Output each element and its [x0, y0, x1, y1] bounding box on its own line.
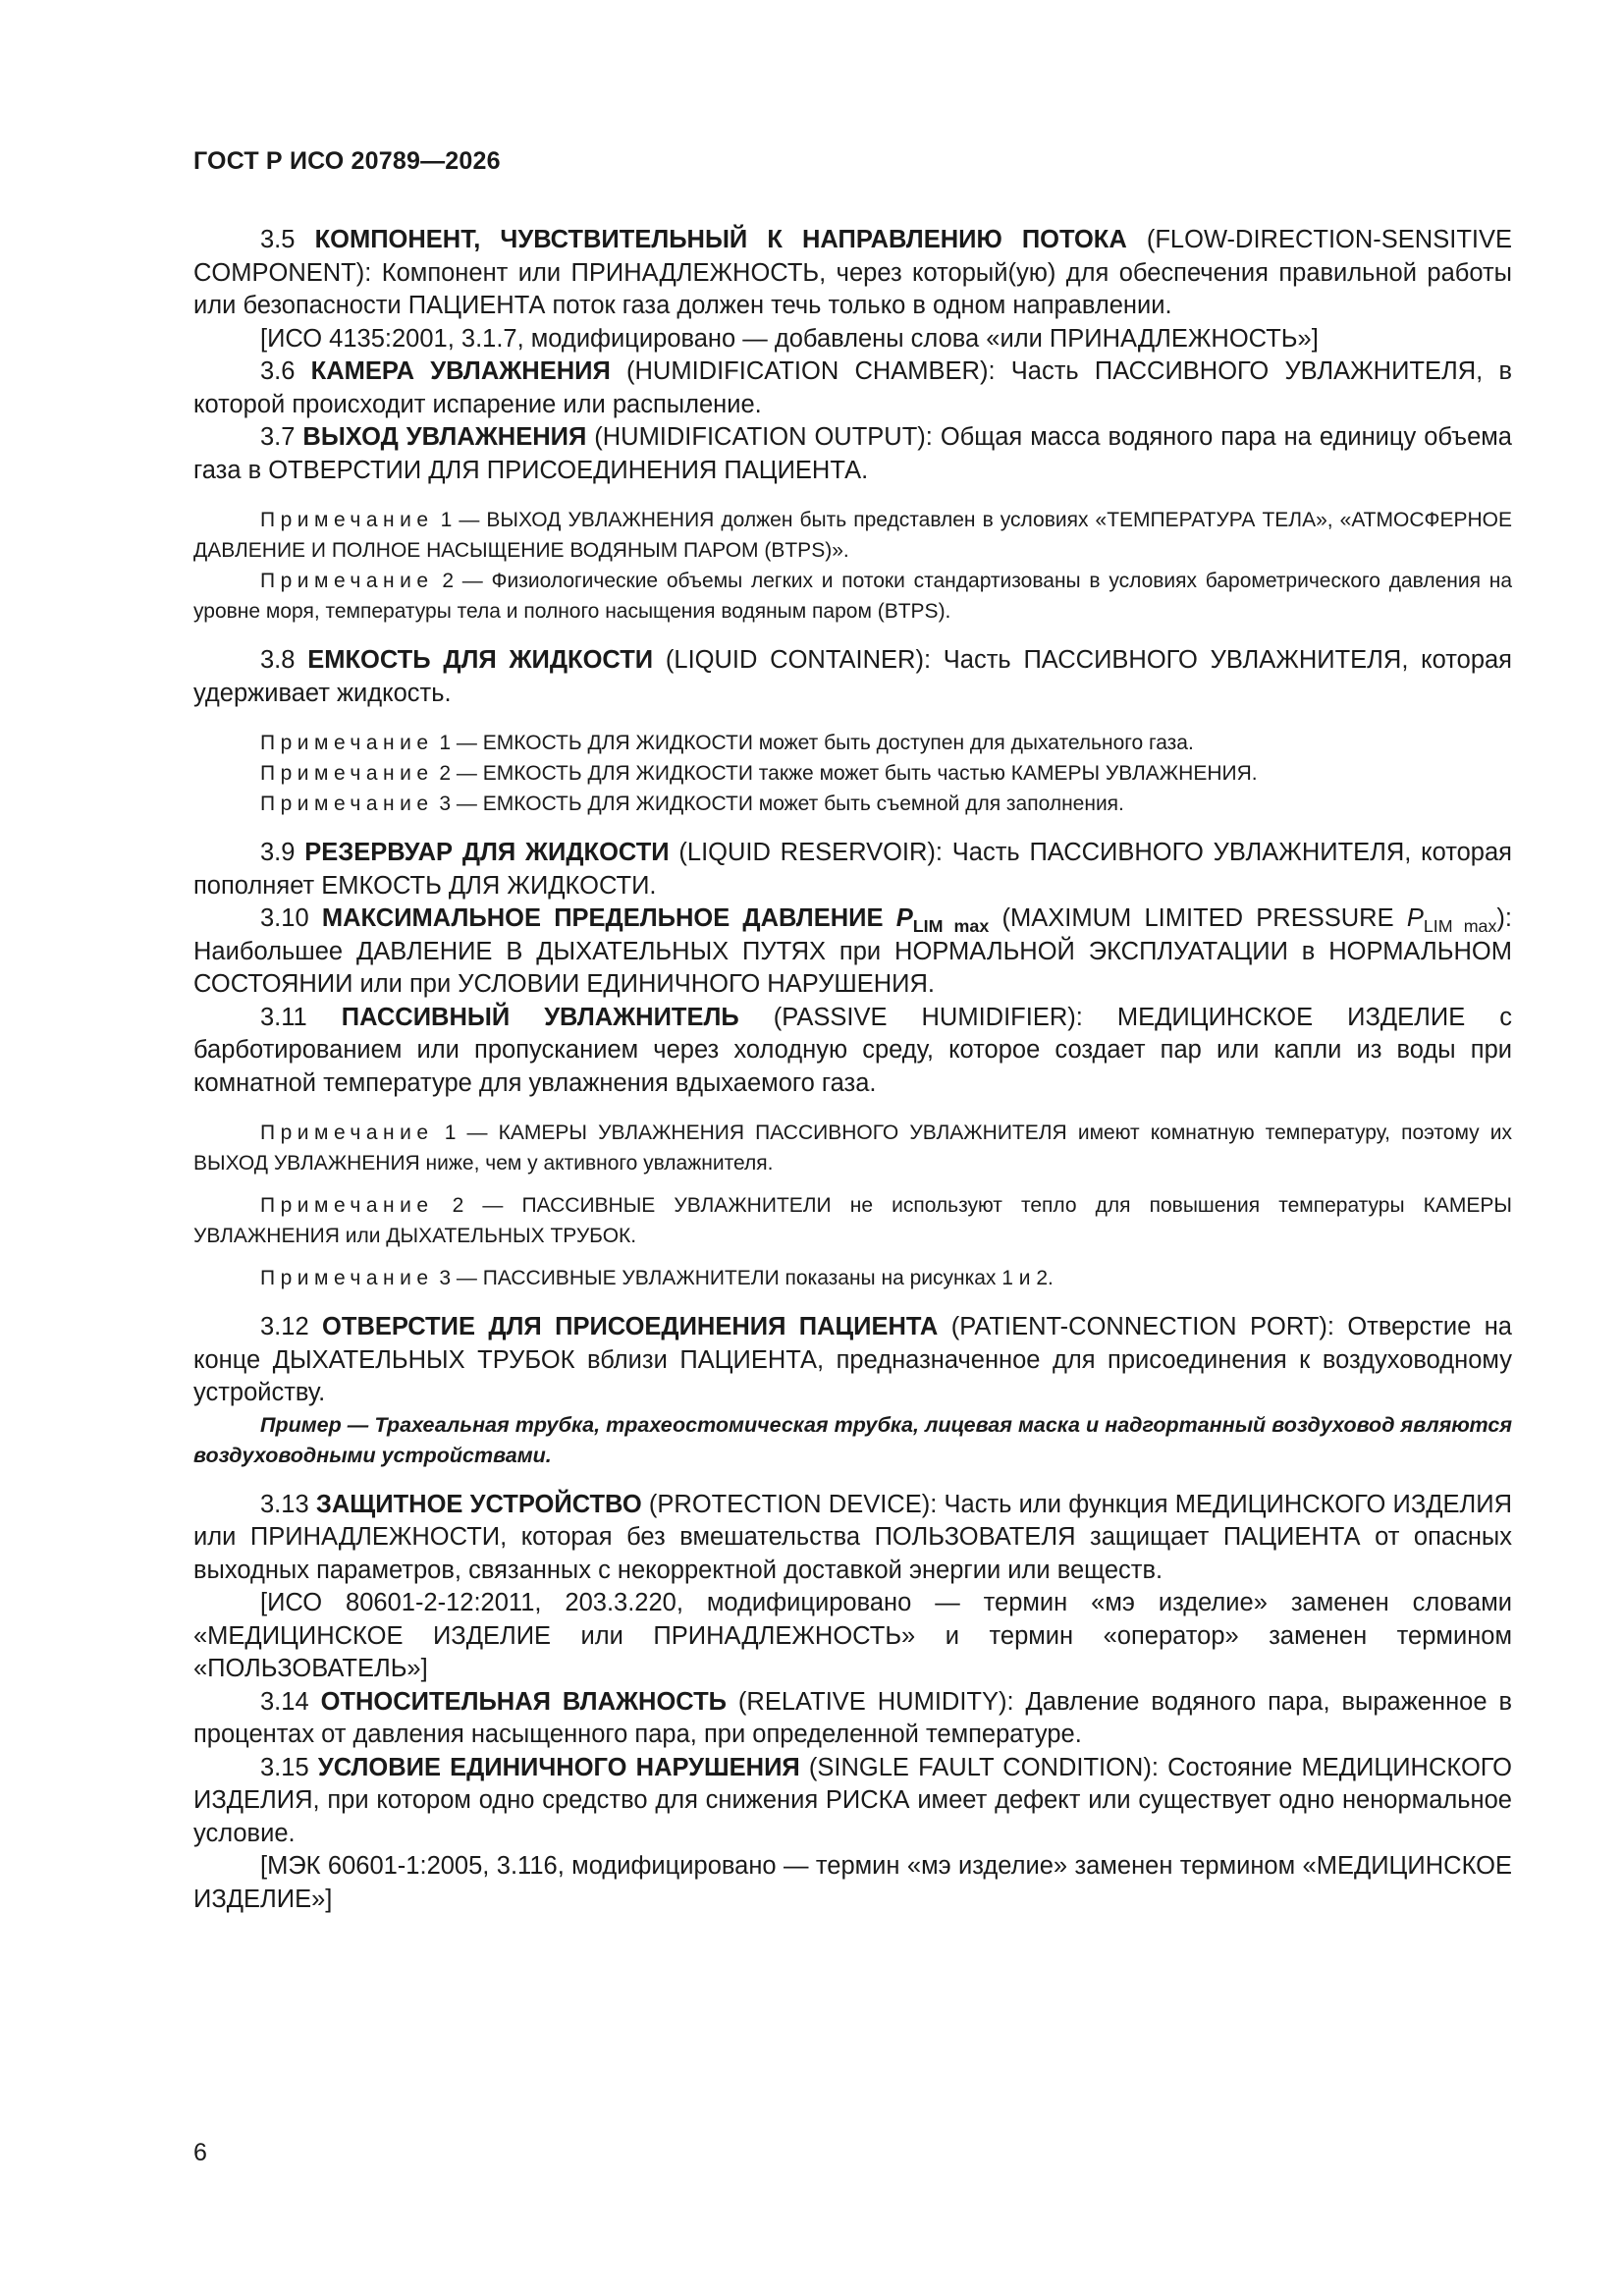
term-3-7 — [193, 421, 1512, 487]
term-number: 3.13 — [260, 1490, 309, 1518]
term-3-11-note-1 — [193, 1118, 1512, 1178]
term-3-11 — [193, 1002, 1512, 1101]
note-label: Примечание — [260, 1267, 434, 1289]
term-number: 3.7 — [260, 423, 296, 451]
term-name: ОТВЕРСТИЕ ДЛЯ ПРИСОЕДИНЕНИЯ ПАЦИЕНТА — [322, 1313, 939, 1340]
term-name: ЕМКОСТЬ ДЛЯ ЖИДКОСТИ — [307, 646, 654, 674]
term-name: КОМПОНЕНТ, ЧУВСТВИТЕЛЬНЫЙ К НАПРАВЛЕНИЮ ПОТОКА — [314, 226, 1127, 253]
note-label: Примечание — [260, 1121, 434, 1144]
note-label: Примечание — [260, 793, 434, 815]
note-text: 3 — ПАССИВНЫЕ УВЛАЖНИТЕЛИ показаны на рисунках 1 и 2. — [433, 1267, 1054, 1289]
term-3-5 — [193, 224, 1512, 323]
term-definition: (HUMIDIFICATION OUTPUT): Общая масса водяного пара на единицу объема газа в ОТВЕРСТИИ ДЛЯ ПРИСОЕДИНЕНИЯ ПАЦИЕНТА. — [193, 423, 1512, 484]
term-3-8-note-3 — [193, 789, 1512, 819]
term-3-5-reference: [ИСО 4135:2001, 3.1.7, модифицировано — добавлены слова «или ПРИНАДЛЕЖНОСТЬ»] — [260, 324, 1319, 353]
term-number: 3.12 — [260, 1313, 309, 1340]
symbol-p: P — [1406, 904, 1424, 932]
term-3-14 — [193, 1686, 1512, 1752]
term-name: КАМЕРА УВЛАЖНЕНИЯ — [310, 357, 611, 385]
term-3-13-reference: [ИСО 80601-2-12:2011, 203.3.220, модифицировано — термин «мэ изделие» заменен словами «МЕДИЦИНСКОЕ ИЗДЕЛИЕ или ПРИНАДЛЕЖНОСТЬ» и термин «оператор» заменен термином «ПОЛЬЗОВАТЕЛЬ»] — [193, 1589, 1512, 1682]
term-number: 3.10 — [260, 904, 309, 932]
term-definition: (FLOW-DIRECTION-SENSITIVE COMPONENT): Компонент или ПРИНАДЛЕЖНОСТЬ, через который(ую) для обеспечения правильной работы или безопасности ПАЦИЕНТА поток газа должен течь только в одном направлении. — [193, 226, 1512, 319]
term-3-12 — [193, 1311, 1512, 1410]
term-number: 3.6 — [260, 357, 296, 385]
term-definition: (SINGLE FAULT CONDITION): Состояние МЕДИЦИНСКОГО ИЗДЕЛИЯ, при котором одно средство для снижения РИСКА имеет дефект или существует одно ненормальное условие. — [193, 1753, 1512, 1847]
term-name: ОТНОСИТЕЛЬНАЯ ВЛАЖНОСТЬ — [320, 1687, 727, 1716]
term-3-6 — [193, 355, 1512, 421]
term-definition: (PATIENT-CONNECTION PORT): Отверстие на конце ДЫХАТЕЛЬНЫХ ТРУБОК вблизи ПАЦИЕНТА, предназначенное для присоединения к воздуховодному устройству. — [193, 1313, 1512, 1406]
note-text: 2 — ПАССИВНЫЕ УВЛАЖНИТЕЛИ не используют тепло для повышения температуры КАМЕРЫ УВЛАЖНЕНИЯ или ДЫХАТЕЛЬНЫХ ТРУБОК. — [193, 1194, 1512, 1247]
term-3-15-reference: [МЭК 60601-1:2005, 3.116, модифицировано — термин «мэ изделие» заменен термином «МЕДИЦИНСКОЕ ИЗДЕЛИЕ»] — [193, 1852, 1512, 1913]
note-text: 2 — Физиологические объемы легких и потоки стандартизованы в условиях барометрического давления на уровне моря, температуры тела и полного насыщения водяным паром (BTPS). — [193, 570, 1512, 623]
term-name: УСЛОВИЕ ЕДИНИЧНОГО НАРУШЕНИЯ — [317, 1753, 800, 1781]
term-name: ПАССИВНЫЙ УВЛАЖНИТЕЛЬ — [341, 1003, 739, 1031]
term-3-11-note-2 — [193, 1190, 1512, 1251]
term-name: ВЫХОД УВЛАЖНЕНИЯ — [302, 423, 587, 451]
note-text: 1 — КАМЕРЫ УВЛАЖНЕНИЯ ПАССИВНОГО УВЛАЖНИТЕЛЯ имеют комнатную температуру, поэтому их ВЫХОД УВЛАЖНЕНИЯ ниже, чем у активного увлажнителя. — [193, 1121, 1512, 1175]
term-definition: (PROTECTION DEVICE): Часть или функция МЕДИЦИНСКОГО ИЗДЕЛИЯ или ПРИНАДЛЕЖНОСТИ, которая без вмешательства ПОЛЬЗОВАТЕЛЯ защищает ПАЦИЕНТА от опасных выходных параметров, связанных с некорректной доставкой энергии или веществ. — [193, 1490, 1512, 1584]
note-label: Примечание — [260, 570, 434, 592]
note-text: 1 — ВЫХОД УВЛАЖНЕНИЯ должен быть представлен в условиях «ТЕМПЕРАТУРА ТЕЛА», «АТМОСФЕРНОЕ ДАВЛЕНИЕ И ПОЛНОЕ НАСЫЩЕНИЕ ВОДЯНЫМ ПАРОМ (BTPS)». — [193, 509, 1512, 562]
note-label: Примечание — [260, 509, 434, 531]
term-3-8 — [193, 644, 1512, 710]
term-3-10 — [193, 902, 1512, 1002]
term-definition-part: (MAXIMUM LIMITED PRESSURE — [989, 904, 1407, 932]
note-text: 2 — ЕМКОСТЬ ДЛЯ ЖИДКОСТИ также может быть частью КАМЕРЫ УВЛАЖНЕНИЯ. — [433, 762, 1258, 785]
term-definition: (RELATIVE HUMIDITY): Давление водяного пара, выраженное в процентах от давления насыщенного пара, при определенной температуре. — [193, 1687, 1512, 1748]
term-definition-part: ): Наибольшее ДАВЛЕНИЕ В ДЫХАТЕЛЬНЫХ ПУТЯХ при НОРМАЛЬНОЙ ЭКСПЛУАТАЦИИ в НОРМАЛЬНОМ СОСТОЯНИИ или при УСЛОВИИ ЕДИНИЧНОГО НАРУШЕНИЯ. — [193, 904, 1512, 998]
note-label: Примечание — [260, 1194, 434, 1217]
symbol-subscript: LIM max — [1423, 916, 1497, 937]
term-3-7-note-1 — [193, 505, 1512, 566]
term-3-11-note-3 — [193, 1263, 1512, 1293]
term-3-9 — [193, 837, 1512, 902]
term-number: 3.9 — [260, 839, 296, 866]
note-text: 1 — ЕМКОСТЬ ДЛЯ ЖИДКОСТИ может быть доступен для дыхательного газа. — [433, 732, 1194, 754]
term-number: 3.15 — [260, 1753, 309, 1781]
term-3-12-example: Пример — Трахеальная трубка, трахеостомическая трубка, лицевая маска и надгортанный воздуховод являются воздуховодными устройствами. — [193, 1412, 1512, 1467]
term-name: ЗАЩИТНОЕ УСТРОЙСТВО — [315, 1490, 642, 1518]
term-name: РЕЗЕРВУАР ДЛЯ ЖИДКОСТИ — [304, 839, 670, 866]
document-body — [193, 224, 1512, 1916]
symbol-p: P — [895, 904, 913, 932]
term-number: 3.5 — [260, 226, 296, 253]
term-3-7-note-2 — [193, 566, 1512, 627]
term-3-8-note-2 — [193, 758, 1512, 789]
page-number: 6 — [193, 2139, 207, 2166]
term-definition: (LIQUID RESERVOIR): Часть ПАССИВНОГО УВЛАЖНИТЕЛЯ, которая пополняет ЕМКОСТЬ ДЛЯ ЖИДКОСТИ. — [193, 839, 1512, 900]
symbol-subscript: LIM max — [912, 916, 990, 937]
note-label: Примечание — [260, 762, 434, 785]
note-text: 3 — ЕМКОСТЬ ДЛЯ ЖИДКОСТИ может быть съемной для заполнения. — [433, 793, 1124, 815]
term-number: 3.14 — [260, 1687, 309, 1716]
term-definition: (PASSIVE HUMIDIFIER): МЕДИЦИНСКОЕ ИЗДЕЛИЕ с барботированием или пропусканием через холодную среду, которое создает пар или капли из воды при комнатной температуре для увлажнения вдыхаемого газа. — [193, 1003, 1513, 1097]
note-label: Примечание — [260, 732, 434, 754]
term-3-15 — [193, 1752, 1512, 1851]
term-3-8-note-1 — [193, 728, 1512, 758]
term-definition: (HUMIDIFICATION CHAMBER): Часть ПАССИВНОГО УВЛАЖНИТЕЛЯ, в которой происходит испарение или распыление. — [193, 357, 1512, 418]
term-number: 3.8 — [260, 646, 296, 674]
term-name: МАКСИМАЛЬНОЕ ПРЕДЕЛЬНОЕ ДАВЛЕНИЕ — [321, 904, 884, 932]
term-definition: (LIQUID CONTAINER): Часть ПАССИВНОГО УВЛАЖНИТЕЛЯ, которая удерживает жидкость. — [193, 646, 1512, 707]
term-number: 3.11 — [260, 1003, 307, 1031]
document-header: ГОСТ Р ИСО 20789—2026 — [193, 147, 501, 175]
term-3-13 — [193, 1489, 1512, 1588]
